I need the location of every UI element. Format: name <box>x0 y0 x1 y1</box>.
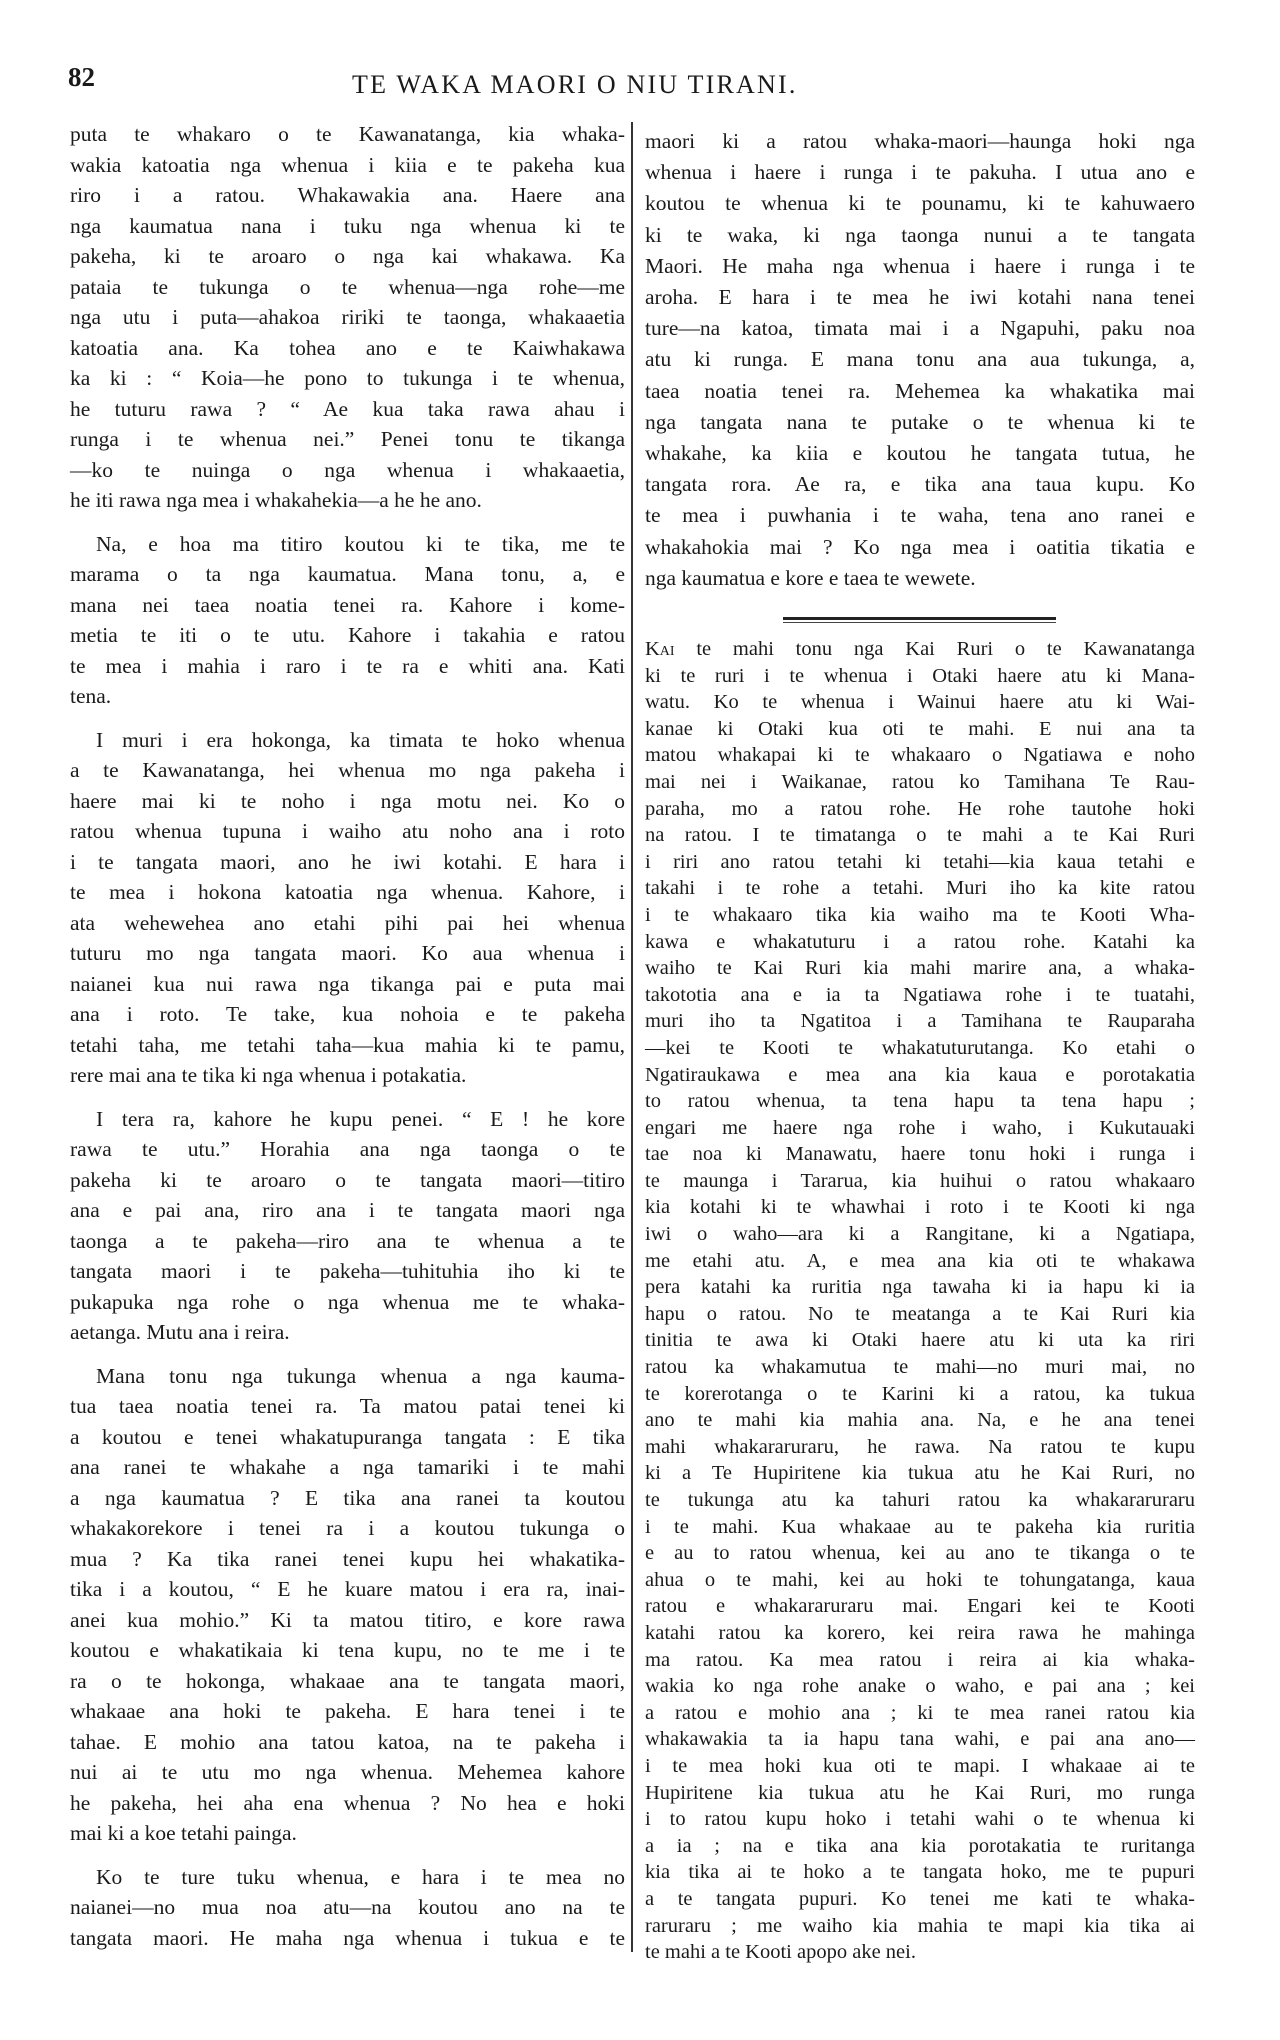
text-line: ano te mahi kia mahia ana. Na, e he ana tenei <box>645 1409 1195 1432</box>
text-line: metia te iti o te utu. Kahore i takahia e ratou <box>70 623 625 647</box>
text-line: whakawakia ta ia hapu tana wahi, e pai ana ano— <box>645 1728 1195 1751</box>
text-line: tahae. E mohio ana tatou katoa, na te pakeha i <box>70 1729 625 1754</box>
page-number: 82 <box>68 62 95 92</box>
text-line: aetanga. Mutu ana i reira. <box>70 1320 290 1344</box>
text-line: he pakeha, hei aha ena whenua ? No hea e hoki <box>70 1790 625 1815</box>
text-line: —ko te nuinga o nga whenua i whakaaetia, <box>70 457 625 482</box>
text-line: tangata rora. Ae ra, e tika ana taua kupu. Ko <box>645 472 1195 497</box>
text-line: tuturu mo nga tangata maori. Ko aua whenua i <box>70 941 625 965</box>
text-line: nui ai te utu mo nga whenua. Mehemea kahore <box>70 1760 625 1784</box>
text-line: mua ? Ka tika ranei tenei kupu hei whakatika- <box>70 1546 625 1571</box>
paragraph <box>70 1104 625 1348</box>
text-line: a koutou e tenei whakatupuranga tangata : E tika <box>70 1424 625 1449</box>
text-line: te maunga i Tararua, kia huihui o ratou whakaaro <box>645 1169 1195 1192</box>
text-line: a nga kaumatua ? E tika ana ranei ta koutou <box>70 1485 625 1510</box>
text-line: te mea i mahia i raro i te ra e whiti ana. Kati <box>70 653 625 678</box>
text-line: raruraru ; me waiho kia mahia te mapi kia tika ai <box>645 1914 1195 1937</box>
text-line <box>645 636 1195 663</box>
text-line: taonga a te pakeha—riro ana te whenua a te <box>70 1228 625 1253</box>
text-line: me etahi atu. A, e mea ana kia oti te whakawa <box>645 1249 1195 1272</box>
paragraph <box>645 126 1195 594</box>
article-separator-rule <box>783 617 1056 623</box>
text-line: ata wehewehea ano etahi pihi pai hei whenua <box>70 910 625 935</box>
text-line: taea noatia tenei ra. Mehemea ka whakatika mai <box>645 378 1195 403</box>
text-line: pera katahi ka ruritia nga tawaha ki ia hapu ki ia <box>645 1276 1195 1299</box>
text-line: Ngatiraukawa e mea ana kia kaua e porotakatia <box>645 1063 1195 1086</box>
text-line: Ko te ture tuku whenua, e hara i te mea no <box>96 1864 625 1889</box>
text-line: koutou e whakatikaia ki tena kupu, no te me i te <box>70 1638 625 1662</box>
text-line: kawa e whakatuturu i a ratou rohe. Katahi ka <box>645 930 1195 953</box>
text-line: tangata maori i te pakeha—tuhituhia iho ki te <box>70 1259 625 1283</box>
text-line: a ratou e mohio ana ; ki te mea ranei ratou kia <box>645 1701 1195 1724</box>
text-line: te mea i hokona katoatia nga whenua. Kahore, i <box>70 880 625 904</box>
text-line: ma ratou. Ka mea ratou i reira ai kia whaka- <box>645 1648 1195 1671</box>
text-line: tika i a koutou, “ E he kuare matou i era ra, inai- <box>70 1577 625 1601</box>
text-line: koutou te whenua ki te pounamu, ki te kahuwaero <box>645 191 1195 216</box>
text-line: runga i te whenua nei.” Penei tonu te tikanga <box>70 427 625 451</box>
paragraph <box>70 725 625 1091</box>
text-line: puta te whakaro o te Kawanatanga, kia whaka- <box>70 122 625 146</box>
text-line: to ratou whenua, ta tena hapu ta tena hapu ; <box>645 1090 1195 1113</box>
text-line: kanae ki Otaki kua oti te mahi. E nui ana ta <box>645 717 1195 740</box>
text-line: katahi ratou ka korero, kei reira rawa he mahinga <box>645 1621 1195 1644</box>
text-line: rere mai ana te tika ki nga whenua i potakatia. <box>70 1063 467 1087</box>
text-line: tangata maori. He maha nga whenua i tukua e te <box>70 1925 625 1950</box>
text-line: whenua i haere i runga i te pakuha. I utua ano e <box>645 160 1195 185</box>
text-line: ra o te hokonga, whakaae ana te tangata maori, <box>70 1668 625 1693</box>
text-line: te korerotanga o te Karini ki a ratou, ka tukua <box>645 1382 1195 1405</box>
text-line: atu ki runga. E mana tonu ana aua tukunga, a, <box>645 347 1195 372</box>
text-line: wakia katoatia nga whenua i kiia e te pakeha kua <box>70 152 625 177</box>
text-line: riro i a ratou. Whakawakia ana. Haere ana <box>70 183 625 207</box>
paragraph <box>70 1862 625 1954</box>
text-line: haere mai ki te noho i nga motu nei. Ko o <box>70 788 625 813</box>
text-line: Mana tonu nga tukunga whenua a nga kauma- <box>96 1363 625 1388</box>
text-line: marama o ta nga kaumatua. Mana tonu, a, e <box>70 562 625 586</box>
text-line: tetahi taha, me tetahi taha—kua mahia ki te pamu, <box>70 1032 625 1057</box>
text-line: pakeha, ki te aroaro o nga kai whakawa. Ka <box>70 244 625 268</box>
text-line: I muri i era hokonga, ka timata te hoko whenua <box>96 727 625 752</box>
text-line: nga kaumatua nana i tuku nga whenua ki te <box>70 213 625 238</box>
text-line: ture—na katoa, timata mai i a Ngapuhi, paku noa <box>645 316 1195 341</box>
text-line: muri iho ta Ngatitoa i a Tamihana te Rauparaha <box>645 1010 1195 1033</box>
text-line: aroha. E hara i te mea he iwi kotahi nana tenei <box>645 285 1195 310</box>
text-line: ki a Te Hupiritene kia tukua atu he Kai Ruri, no <box>645 1462 1195 1485</box>
newspaper-title: TE WAKA MAORI O NIU TIRANI. <box>352 70 798 99</box>
text-line: kia kotahi ki te whawhai i roto i te Kooti ki nga <box>645 1196 1195 1219</box>
text-line: rawa te utu.” Horahia ana nga taonga o te <box>70 1137 625 1161</box>
text-line: whakahe, ka kiia e koutou he tangata tutua, he <box>645 441 1195 466</box>
text-line: wakia ko nga rohe anake o waho, e pai ana ; kei <box>645 1675 1195 1698</box>
paragraph <box>70 1361 625 1849</box>
right-column-article-continued <box>645 126 1195 594</box>
text-line: tae noa ki Manawatu, haere tonu hoki i runga i <box>645 1143 1195 1166</box>
paragraph <box>70 119 625 516</box>
text-line: na ratou. I te timatanga o te mahi a te Kai Ruri <box>645 824 1195 847</box>
text-line: te mea i puwhania i te waha, tena ano ranei e <box>645 503 1195 528</box>
text-line: tua taea noatia tenei ra. Ta matou patai tenei ki <box>70 1394 625 1418</box>
text-line: he tuturu rawa ? “ Ae kua taka rawa ahau i <box>70 396 625 421</box>
text-line: ratou ka whakamutua te mahi—no muri mai, no <box>645 1356 1195 1379</box>
text-line: naianei—no mua noa atu—na koutou ano na te <box>70 1895 625 1919</box>
text-line: te mahi a te Kooti apopo ake nei. <box>645 1941 916 1964</box>
text-line: e au to ratou whenua, kei au ano te tikanga o te <box>645 1542 1195 1565</box>
text-line: anei kua mohio.” Ki ta matou titiro, e kore rawa <box>70 1607 625 1632</box>
text-line: kia tika ai te hoko a te tangata hoko, me te pupuri <box>645 1861 1195 1884</box>
text-line: i te mahi. Kua whakaae au te pakeha kia ruritia <box>645 1515 1195 1538</box>
text-line: hapu o ratou. No te meatanga a te Kai Ruri kia <box>645 1302 1195 1325</box>
text-line: a te Kawanatanga, hei whenua mo nga pakeha i <box>70 758 625 782</box>
paragraph <box>70 529 625 712</box>
text-line: whakaae ana hoki te pakeha. E hara tenei i te <box>70 1699 625 1723</box>
text-line: he iti rawa nga mea i whakahekia—a he he ano. <box>70 488 482 512</box>
text-line: waiho te Kai Ruri kia mahi marire ana, a whaka- <box>645 957 1195 980</box>
text-line: I tera ra, kahore he kupu penei. “ E ! he kore <box>96 1106 625 1131</box>
column-divider <box>631 122 633 1952</box>
line-text: te mahi tonu nga Kai Ruri o te Kawanatanga <box>674 638 1195 660</box>
text-line: mai ki a koe tetahi painga. <box>70 1821 297 1845</box>
text-line: mana nei taea noatia tenei ra. Kahore i kome- <box>70 592 625 617</box>
survey-article <box>645 636 1195 1966</box>
text-line: pakeha ki te aroaro o te tangata maori—titiro <box>70 1167 625 1192</box>
text-line: iwi o waho—ara ki a Rangitane, ki a Ngatiapa, <box>645 1223 1195 1246</box>
text-line: ana e pai ana, riro ana i te tangata maori nga <box>70 1198 625 1222</box>
text-line: i riri ano ratou tetahi ki tetahi—kia kaua tetahi e <box>645 850 1195 873</box>
text-line: pataia te tukunga o te whenua—nga rohe—me <box>70 274 625 299</box>
text-line: mahi whakararuraru, he rawa. Na ratou te kupu <box>645 1435 1195 1458</box>
text-line: katoatia ana. Ka tohea ano e te Kaiwhakawa <box>70 335 625 360</box>
text-line: ahua o te mahi, kei au hoki te tohungatanga, kaua <box>645 1568 1195 1591</box>
text-line: ratou e whakararuraru mai. Engari kei te Kooti <box>645 1595 1195 1618</box>
text-line: a te tangata pupuri. Ko tenei me kati te whaka- <box>645 1887 1195 1910</box>
text-line: nga utu i puta—ahakoa ririki te taonga, whakaaetia <box>70 305 625 329</box>
text-line: i te whakaaro tika kia waiho ma te Kooti Wha- <box>645 903 1195 926</box>
text-line: naianei kua nui rawa nga tikanga pai e puta mai <box>70 971 625 996</box>
text-line: paraha, mo a ratou rohe. He rohe tautohe hoki <box>645 797 1195 820</box>
text-line: ki te ruri i te whenua i Otaki haere atu ki Mana- <box>645 664 1195 687</box>
text-line: te tukunga atu ka tahuri ratou ka whakararuraru <box>645 1489 1195 1511</box>
text-line: i to ratou kupu hoko i tetahi wahi o te whenua ki <box>645 1808 1195 1831</box>
text-line: takahi i te rohe a tetahi. Muri iho ka kite ratou <box>645 877 1195 900</box>
text-line: i te mea hoki kua oti te mapi. I whakaae ai te <box>645 1754 1195 1777</box>
text-line: whakakorekore i tenei ra i a koutou tukunga o <box>70 1516 625 1540</box>
text-line: Hupiritene kia tukua atu he Kai Ruri, mo runga <box>645 1781 1195 1804</box>
text-line: maori ki a ratou whaka-maori—haunga hoki nga <box>645 129 1195 153</box>
text-line: nga tangata nana te putake o te whenua ki te <box>645 409 1195 434</box>
left-column-article <box>70 119 625 1953</box>
text-line: ratou whenua tupuna i waiho atu noho ana i roto <box>70 819 625 843</box>
text-line: watu. Ko te whenua i Wainui haere atu ki Wai- <box>645 691 1195 714</box>
text-line: takototia ana e ia ta Ngatiawa rohe i te tuatahi, <box>645 983 1195 1006</box>
paragraph <box>645 636 1195 1966</box>
text-line: i te tangata maori, ano he iwi kotahi. E hara i <box>70 849 625 874</box>
text-line: Na, e hoa ma titiro koutou ki te tika, me te <box>96 531 625 556</box>
text-line: whakahokia mai ? Ko nga mea i oatitia tikatia e <box>645 534 1195 559</box>
text-line: tinitia te awa ki Otaki haere atu ki uta ka riri <box>645 1329 1195 1352</box>
text-line: ana ranei te whakahe a nga tamariki i te mahi <box>70 1455 625 1479</box>
text-line: nga kaumatua e kore e taea te wewete. <box>645 565 976 590</box>
text-line: tena. <box>70 684 112 708</box>
text-line: —kei te Kooti te whakatuturutanga. Ko etahi o <box>645 1036 1195 1059</box>
text-line: Maori. He maha nga whenua i haere i runga i te <box>645 253 1195 278</box>
text-line: matou whakapai ki te whakaaro o Ngatiawa e noho <box>645 744 1195 767</box>
text-line: ka ki : “ Koia—he pono to tukunga i te whenua, <box>70 366 625 390</box>
text-line: mai nei i Waikanae, ratou ko Tamihana Te Rau- <box>645 770 1195 793</box>
text-line: a ia ; na e tika ana kia porotakatia te ruritanga <box>645 1834 1195 1857</box>
text-line: ana i roto. Te take, kua nohoia e te pakeha <box>70 1002 625 1026</box>
small-caps-lead-word: Kai <box>645 638 675 660</box>
text-line: ki te waka, ki nga taonga nunui a te tangata <box>645 222 1195 247</box>
text-line: pukapuka nga rohe o nga whenua me te whaka- <box>70 1289 625 1314</box>
text-line: engari me haere nga rohe i waho, i Kukutauaki <box>645 1116 1195 1139</box>
